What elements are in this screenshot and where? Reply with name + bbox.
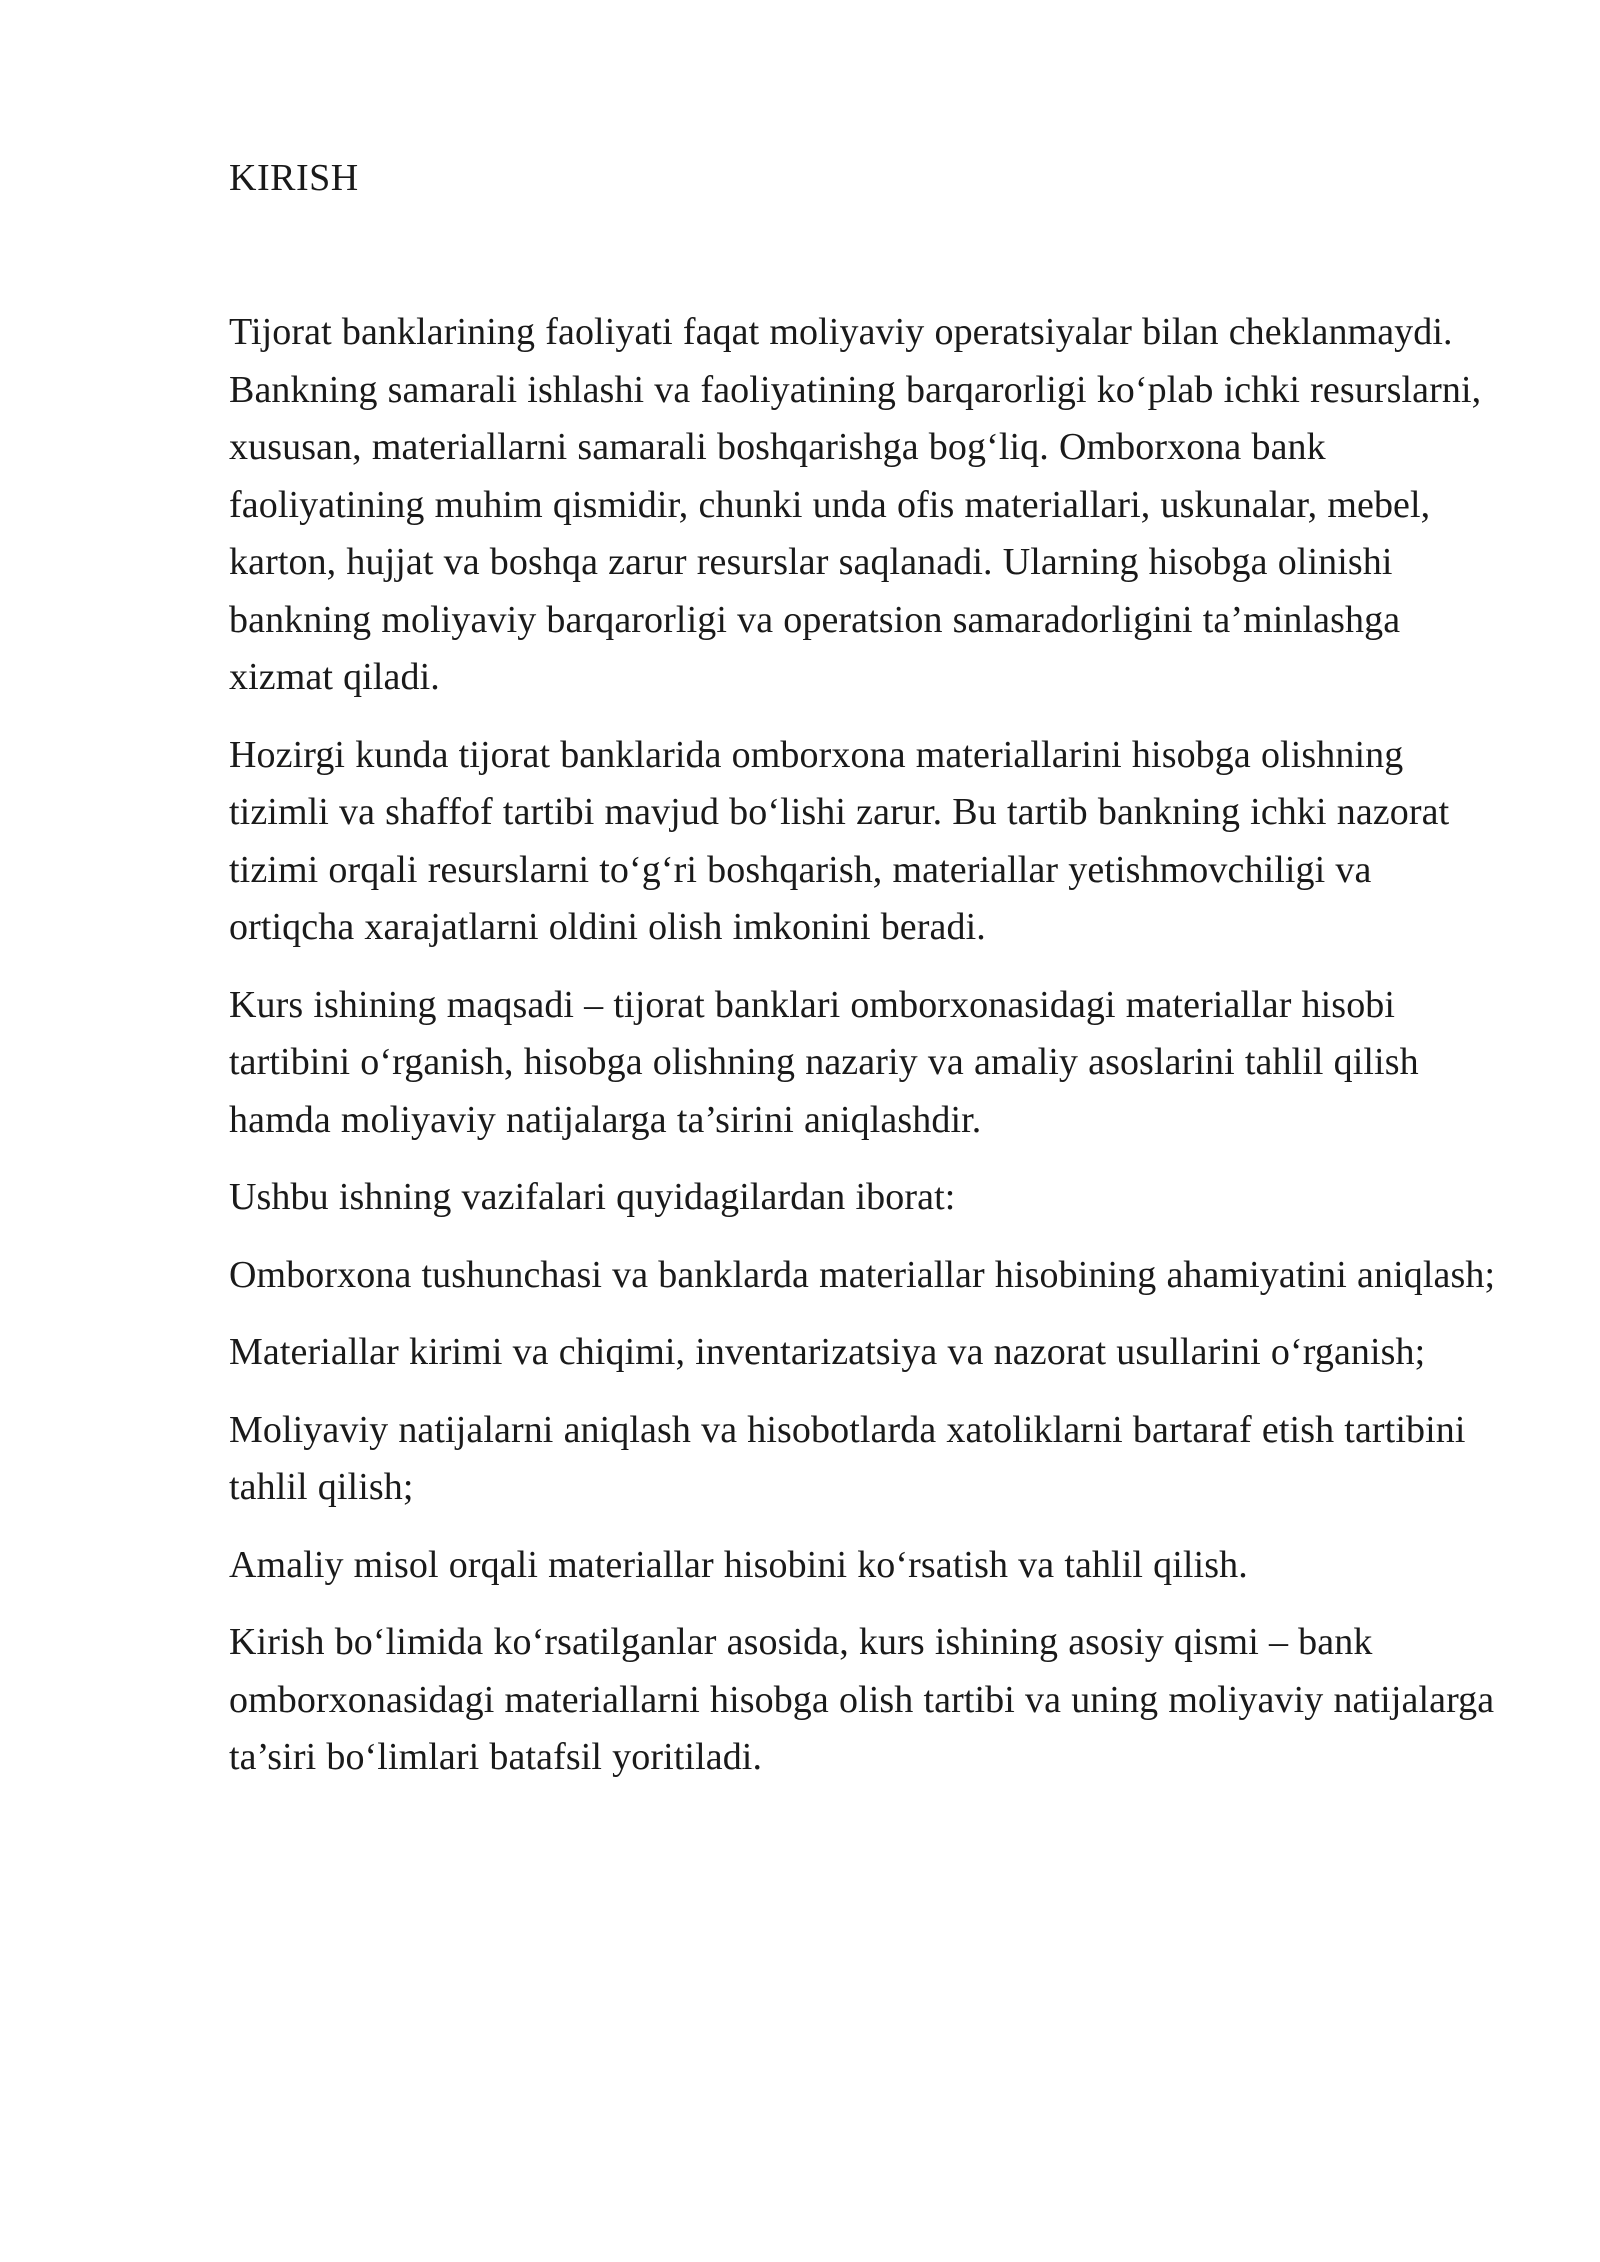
tasks-intro-paragraph: Ushbu ishning vazifalari quyidagilardan iborat: <box>229 1176 956 1218</box>
task-item-1: Omborxona tushunchasi va banklarda materiallar hisobining ahamiyatini aniqlash; <box>229 1253 1496 1296</box>
document-body <box>229 148 1499 1807</box>
task-item-4: Amaliy misol orqali materiallar hisobini ko‘rsatish va tahlil qilish. <box>229 1543 1248 1586</box>
task-item-3: Moliyaviy natijalarni aniqlash va hisobotlarda xatoliklarni bartaraf etish tartibini tahlil qilish; <box>229 1408 1466 1508</box>
intro-paragraph: Tijorat banklarining faoliyati faqat moliyaviy operatsiyalar bilan cheklanmaydi. Bankning samarali ishlashi va faoliyatining barqarorligi ko‘plab ichki resurslarni, xususan, materiallarni samarali boshqarishga bog‘liq. Omborxona bank faoliyatining muhim qismidir, chunki unda ofis materiallari, uskunalar, mebel, karton, hujjat va boshqa zarur resurslar saqlanadi. Ularning hisobga olinishi bankning moliyaviy barqarorligi va operatsion samaradorligini ta’minlashga xizmat qiladi. <box>229 311 1482 698</box>
section-heading: KIRISH <box>229 157 359 199</box>
task-item-2: Materiallar kirimi va chiqimi, inventarizatsiya va nazorat usullarini o‘rganish; <box>229 1331 1426 1373</box>
context-paragraph: Hozirgi kunda tijorat banklarida omborxona materiallarini hisobga olishning tizimli va shaffof tartibi mavjud bo‘lishi zarur. Bu tartib bankning ichki nazorat tizimi orqali resurslarni to‘g‘ri boshqarish, materiallar yetishmovchiligi va ortiqcha xarajatlarni oldini olish imkonini beradi. <box>229 733 1450 948</box>
conclusion-paragraph: Kirish bo‘limida ko‘rsatilganlar asosida, kurs ishining asosiy qismi – bank omborxonasidagi materiallarni hisobga olish tartibi va uning moliyaviy natijalarga ta’siri bo‘limlari batafsil yoritiladi. <box>229 1621 1495 1778</box>
goal-paragraph: Kurs ishining maqsadi – tijorat banklari omborxonasidagi materiallar hisobi tartibini o‘rganish, hisobga olishning nazariy va amaliy asoslarini tahlil qilish hamda moliyaviy natijalarga ta’sirini aniqlashdir. <box>229 983 1419 1141</box>
